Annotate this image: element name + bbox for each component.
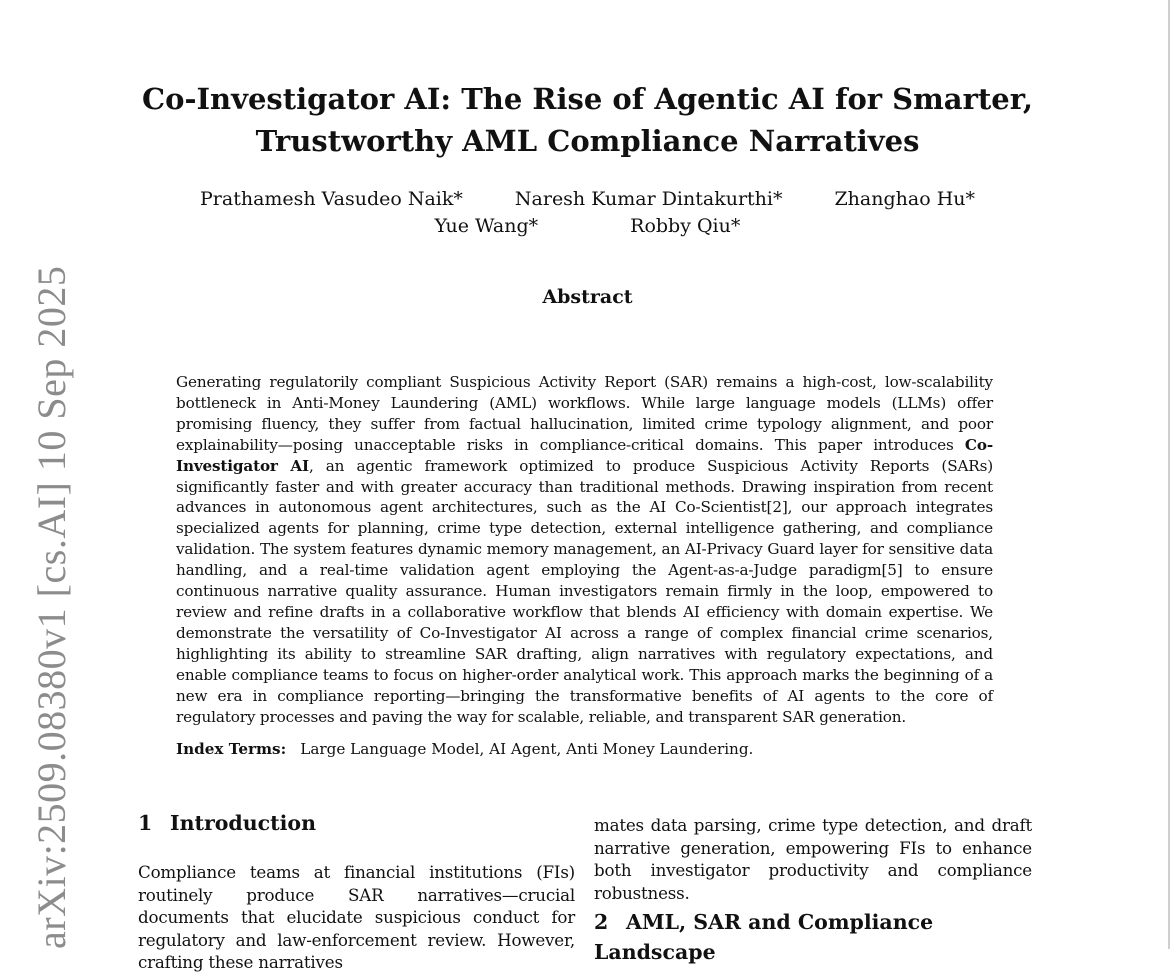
author-name: Zhanghao Hu* bbox=[834, 188, 975, 210]
index-terms-value: Large Language Model, AI Agent, Anti Money Laundering. bbox=[300, 740, 754, 758]
author-list-row-2 bbox=[110, 213, 1065, 239]
author-list-row-1 bbox=[110, 186, 1065, 212]
author-name: Yue Wang* bbox=[434, 215, 539, 237]
abstract-heading: Abstract bbox=[542, 286, 633, 308]
author-name: Naresh Kumar Dintakurthi* bbox=[514, 188, 783, 210]
author-name: Robby Qiu* bbox=[630, 215, 741, 237]
section-heading-introduction bbox=[138, 808, 578, 838]
index-terms-label: Index Terms: bbox=[176, 740, 287, 758]
page-edge-rule bbox=[1168, 0, 1170, 949]
abstract-text: Generating regulatorily compliant Suspicious Activity Report (SAR) remains a high-cost, low-scalability bottleneck in Anti-Money Laundering (AML) workflows. While large language models (LLMs) offer promising fluency, they suffer from factual hallucination, limited crime typology alignment, and poor explainability—posing unacceptable risks in compliance-critical domains. This paper introduces bbox=[176, 373, 993, 454]
author-name: Prathamesh Vasudeo Naik* bbox=[200, 188, 463, 210]
abstract-system-name: Co-Investigator AI bbox=[176, 435, 993, 475]
introduction-paragraph: Compliance teams at financial institutions (FIs) routinely produce SAR narratives—crucial documents that elucidate suspicious conduct for regulatory and law-enforcement review. However, crafting these narratives bbox=[138, 862, 575, 972]
abstract-text: , an agentic framework optimized to produce Suspicious Activity Reports (SARs) significantly faster and with greater accuracy than traditional methods. Drawing inspiration from recent advances in autonomous agent architectures, such as the AI Co-Scientist[2], our approach integrates specialized agents for planning, crime type detection, external intelligence gathering, and compliance validation. The system features dynamic memory management, an AI-Privacy Guard layer for sensitive data handling, and a real-time validation agent employing the Agent-as-a-Judge paradigm[5] to ensure continuous narrative quality assurance. Human investigators remain firmly in the loop, empowered to review and refine drafts in a collaborative workflow that blends AI efficiency with domain expertise. We demonstrate the versatility of Co-Investigator AI across a range of complex financial crime scenarios, highlighting its ability to streamline SAR drafting, align narratives with regulatory expectations, and enable compliance teams to focus on higher-order analytical work. This approach marks the beginning of a new era in compliance reporting—bringing the transformative benefits of AI agents to the core of regulatory processes and paving the way for scalable, reliable, and transparent SAR generation. bbox=[176, 456, 993, 726]
arxiv-identifier: arXiv:2509.08380v1 [cs.AI] 10 Sep 2025 bbox=[29, 265, 74, 949]
section-heading-aml bbox=[594, 907, 1034, 967]
section-number: 2 bbox=[594, 910, 609, 934]
index-terms bbox=[176, 739, 993, 760]
paper-title: Co-Investigator AI: The Rise of Agentic AI for Smarter, Trustworthy AML Compliance Narratives bbox=[142, 82, 1033, 158]
right-column-paragraph: mates data parsing, crime type detection, and draft narrative generation, empowering FIs to enhance both investigator productivity and compliance robustness. bbox=[594, 815, 1032, 903]
section-title: Introduction bbox=[170, 811, 316, 835]
abstract-body bbox=[176, 372, 993, 727]
section-number: 1 bbox=[138, 811, 153, 835]
section-title: AML, SAR and Compliance Landscape bbox=[594, 910, 934, 964]
